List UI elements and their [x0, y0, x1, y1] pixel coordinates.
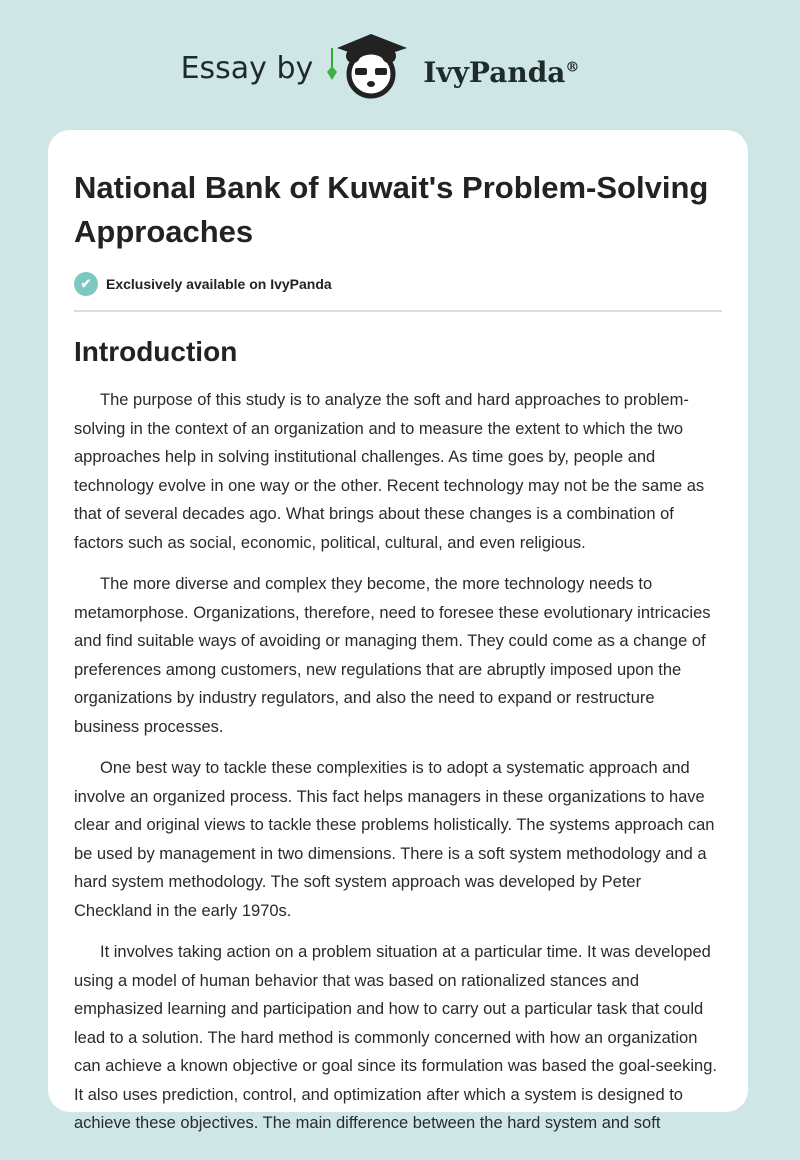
brand-text: IvyPanda	[423, 55, 566, 89]
badge-text: Exclusively available on IvyPanda	[106, 276, 332, 292]
paragraph: The more diverse and complex they become, the more technology needs to metamorphose. Organizations, therefore, need to foresee these evolutionary intricacies and find suitable ways of avoiding or managing them. They could come as a change of preferences among customers, new regulations that are abruptly imposed upon the organizations by industry regulators, and also the need to expand or restructure business processes.	[74, 575, 711, 736]
essay-card	[48, 130, 748, 1132]
panda-logo-icon	[327, 30, 409, 100]
registered-mark: ®	[565, 59, 580, 76]
essay-title: National Bank of Kuwait's Problem-Solving Approaches	[74, 170, 709, 249]
exclusive-badge	[74, 272, 722, 312]
brand-name[interactable]	[423, 56, 579, 89]
site-header	[0, 0, 800, 130]
paragraph: The purpose of this study is to analyze the soft and hard approaches to problem-solving in the context of an organization and to measure the extent to which the two approaches help in solving institutional challenges. As time goes by, people and technology evolve in one way or the other. Recent technology may not be the same as that of several decades ago. What brings about these changes is a combination of factors such as social, economic, political, cultural, and even religious.	[74, 391, 705, 552]
paragraph: It involves taking action on a problem situation at a particular time. It was developed using a model of human behavior that was based on rationalized stances and emphasized learning and participation and how to carry out a particular task that could lead to a solution. The hard method is commonly concerned with how an organization can achieve a known objective or goal since its formulation was based the goal-seeking. It also uses prediction, control, and optimization after which a system is designed to achieve these objectives. The main difference between the hard system and soft	[74, 943, 717, 1132]
essay-by-label: Essay by	[180, 50, 314, 86]
check-icon: ✔	[74, 272, 98, 296]
paragraph: One best way to tackle these complexities is to adopt a systematic approach and involve an organized process. This fact helps managers in these organizations to have clear and original views to tackle these problems holistically. The systems approach can be used by management in two dimensions. There is a soft system methodology and a hard system methodology. The soft system approach was developed by Peter Checkland in the early 1970s.	[74, 759, 715, 920]
section-heading: Introduction	[74, 336, 238, 367]
